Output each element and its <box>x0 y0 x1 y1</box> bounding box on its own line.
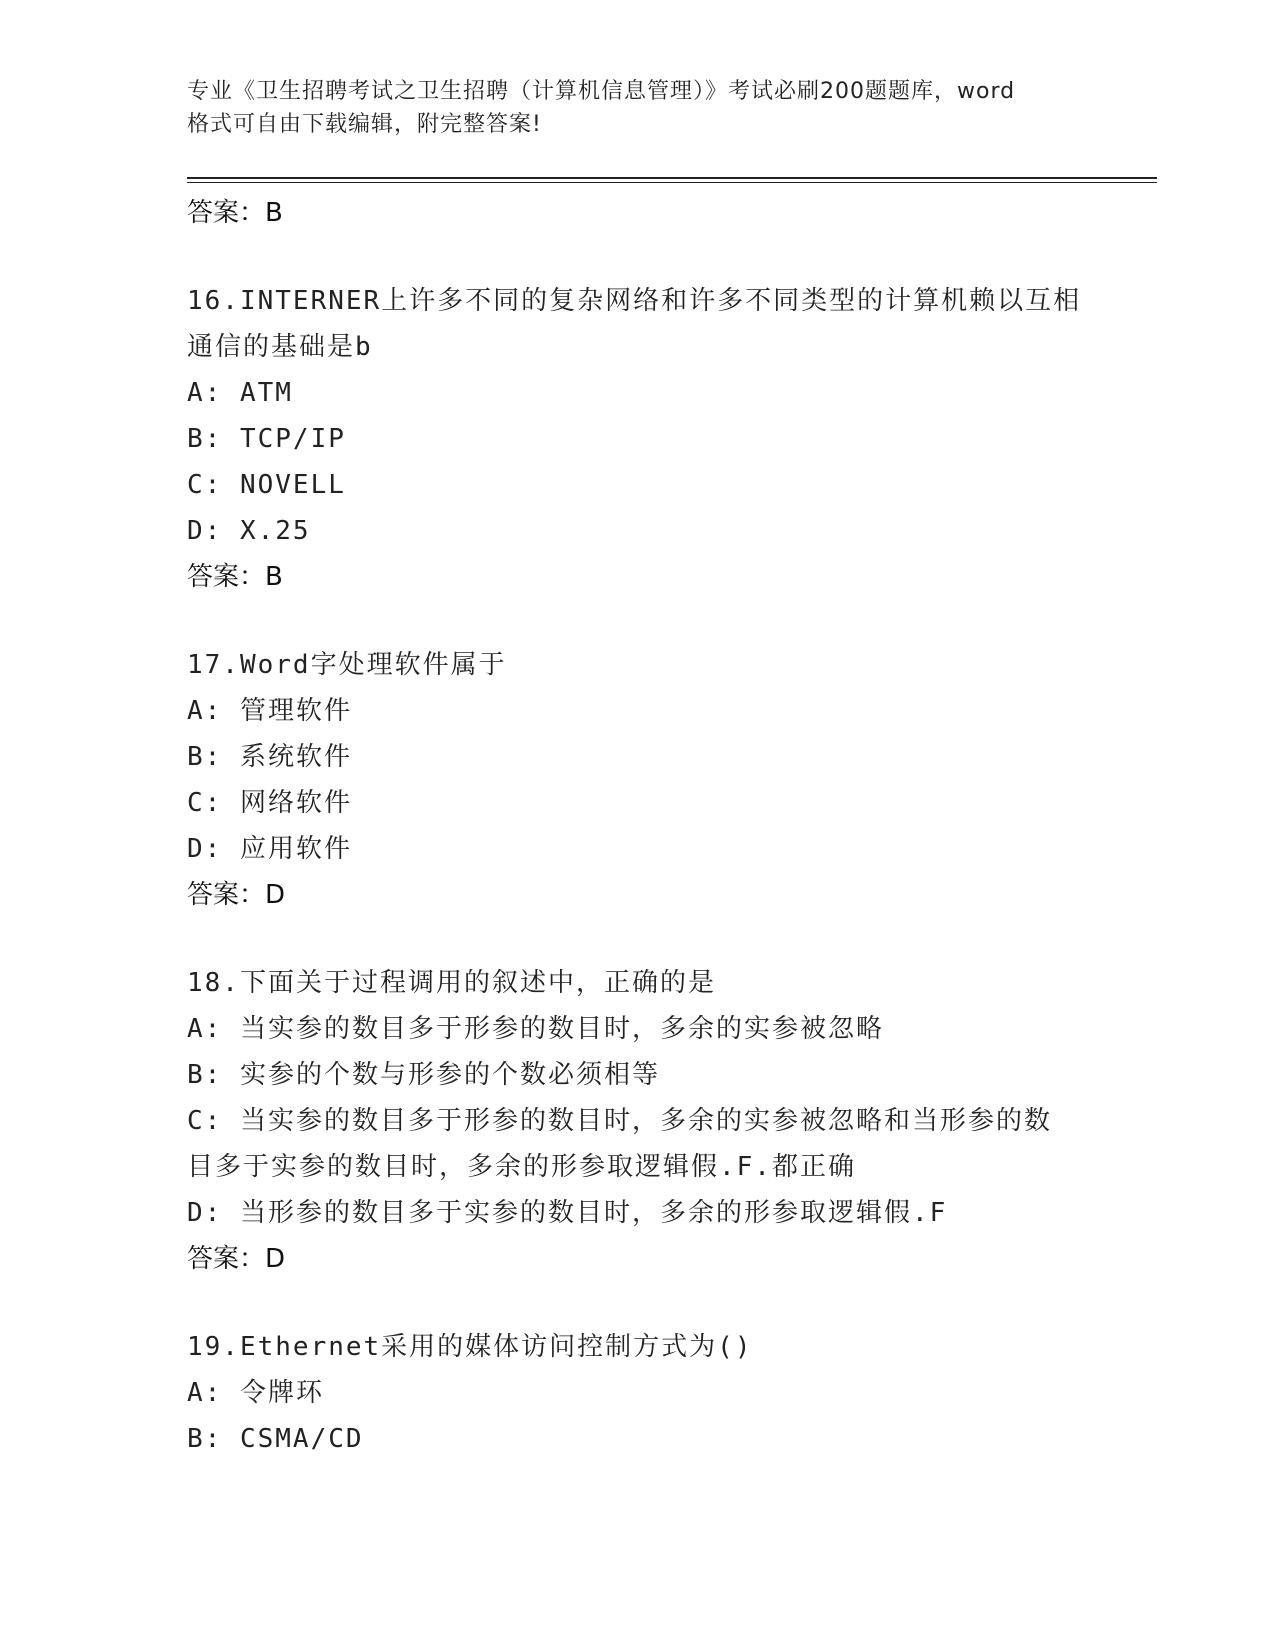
question-16 <box>187 278 1087 600</box>
question-17 <box>187 642 1087 918</box>
header-divider-thick <box>187 177 1157 179</box>
option-b: B: TCP/IP <box>187 424 346 454</box>
answer-line: 答案：D <box>187 1244 286 1274</box>
question-text: 18.下面关于过程调用的叙述中，正确的是 <box>187 968 716 998</box>
document-header <box>187 75 1087 141</box>
option-d: D: X.25 <box>187 516 311 546</box>
option-b: B: CSMA/CD <box>187 1424 364 1454</box>
answer-line: 答案：B <box>187 562 283 592</box>
answer-line: 答案：D <box>187 880 286 910</box>
option-d: D: 当形参的数目多于实参的数目时，多余的形参取逻辑假.F <box>187 1198 948 1228</box>
option-c: C: 当实参的数目多于形参的数目时，多余的实参被忽略和当形参的数 <box>187 1106 1052 1136</box>
question-text: 通信的基础是b <box>187 332 373 362</box>
header-line-1: 专业《卫生招聘考试之卫生招聘（计算机信息管理）》考试必刷200题题库，word <box>187 79 1016 104</box>
question-text: 17.Word字处理软件属于 <box>187 650 507 680</box>
option-a: A: 当实参的数目多于形参的数目时，多余的实参被忽略 <box>187 1014 884 1044</box>
option-a: A: 管理软件 <box>187 696 352 726</box>
question-19 <box>187 1324 1087 1462</box>
header-line-2: 格式可自由下载编辑，附完整答案! <box>187 112 542 137</box>
option-c-continued: 目多于实参的数目时，多余的形参取逻辑假.F.都正确 <box>187 1152 856 1182</box>
option-c: C: 网络软件 <box>187 788 352 818</box>
option-c: C: NOVELL <box>187 470 346 500</box>
header-divider-thin <box>187 182 1157 183</box>
answer-line: 答案：B <box>187 198 283 228</box>
question-text: 16.INTERNER上许多不同的复杂网络和许多不同类型的计算机赖以互相 <box>187 286 1082 316</box>
option-a: A: 令牌环 <box>187 1378 324 1408</box>
option-a: A: ATM <box>187 378 293 408</box>
option-b: B: 系统软件 <box>187 742 352 772</box>
question-18 <box>187 960 1087 1282</box>
question-text: 19.Ethernet采用的媒体访问控制方式为() <box>187 1332 753 1362</box>
option-d: D: 应用软件 <box>187 834 352 864</box>
option-b: B: 实参的个数与形参的个数必须相等 <box>187 1060 660 1090</box>
question-list <box>187 190 1087 1462</box>
